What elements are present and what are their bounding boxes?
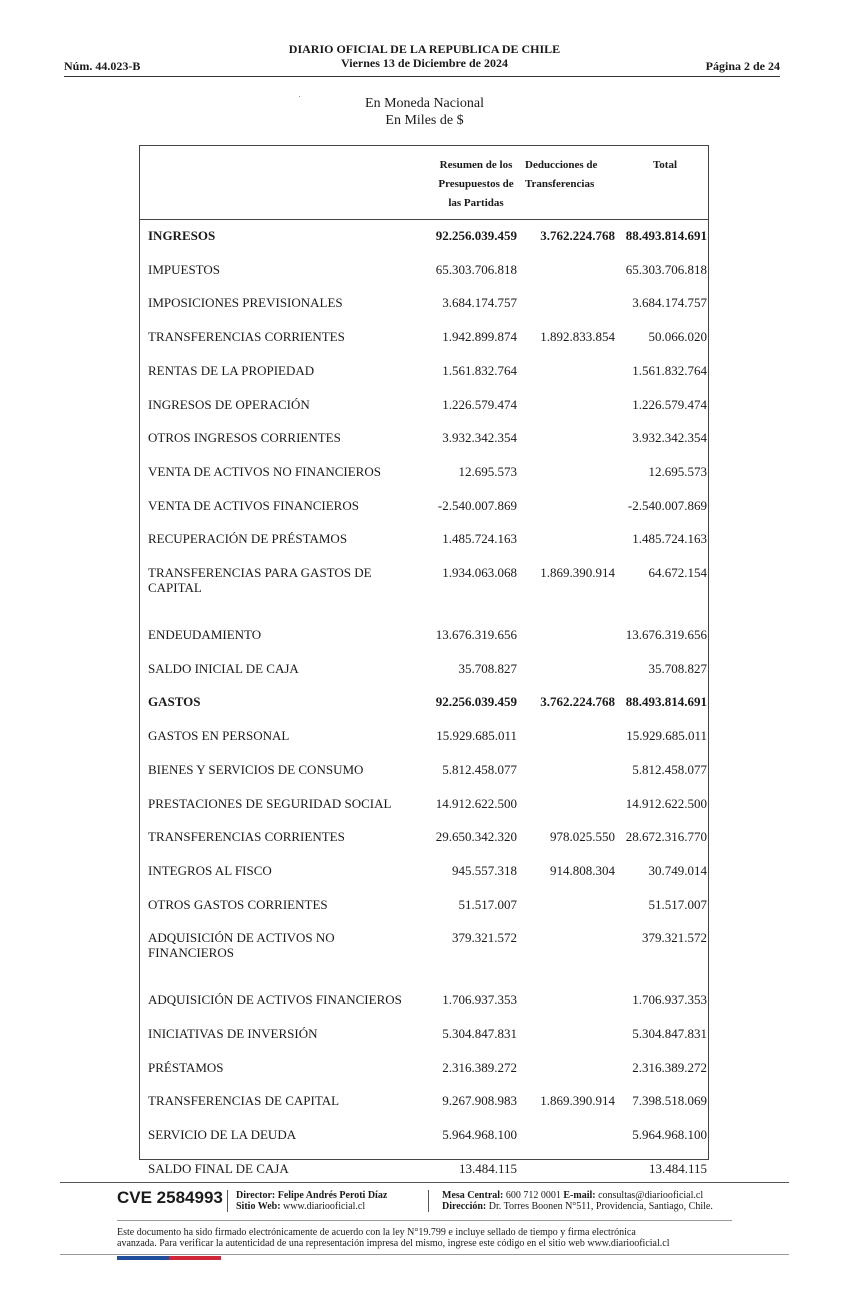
resumen-value: 14.912.622.500 (435, 796, 517, 811)
resumen-value: 1.226.579.474 (442, 397, 517, 412)
resumen-value: -2.540.007.869 (437, 498, 517, 513)
resumen-value: 15.929.685.011 (436, 728, 517, 743)
row-label: GASTOS EN PERSONAL (148, 728, 290, 743)
deducciones-value: 1.892.833.854 (540, 329, 615, 344)
total-value: 50.066.020 (648, 329, 707, 344)
budget-table (139, 145, 709, 1176)
address-label: Dirección: (442, 1201, 487, 1212)
total-value: 3.932.342.354 (632, 430, 707, 445)
deducciones-value: 3.762.224.768 (540, 694, 615, 709)
footer-divider-top (60, 1182, 789, 1183)
footer-director-block (236, 1190, 387, 1212)
address-value: Dr. Torres Boonen N°511, Providencia, Santiago, Chile. (488, 1201, 713, 1212)
resumen-value: 2.316.389.272 (442, 1060, 517, 1075)
row-label: INTEGROS AL FISCO (148, 863, 272, 878)
total-value: 379.321.572 (642, 930, 707, 945)
row-label: VENTA DE ACTIVOS FINANCIEROS (148, 498, 359, 513)
column-header-line: las Partidas (448, 197, 504, 209)
total-value: 13.676.319.656 (625, 627, 707, 642)
row-label: VENTA DE ACTIVOS NO FINANCIEROS (148, 464, 381, 479)
masthead-date: Viernes 13 de Diciembre de 2024 (341, 56, 508, 70)
masthead-title: DIARIO OFICIAL DE LA REPUBLICA DE CHILE (288, 42, 561, 56)
resumen-value: 5.964.968.100 (442, 1127, 517, 1142)
total-value: 12.695.573 (648, 464, 707, 479)
resumen-value: 29.650.342.320 (435, 829, 517, 844)
resumen-value: 9.267.908.983 (442, 1093, 517, 1108)
column-header-total (630, 156, 700, 175)
total-value: 65.303.706.818 (625, 262, 707, 277)
row-label: RECUPERACIÓN DE PRÉSTAMOS (148, 531, 348, 546)
director-name: Felipe Andrés Peroti Díaz (277, 1190, 388, 1201)
deducciones-value: 3.762.224.768 (540, 228, 615, 243)
footer-divider-mid (117, 1220, 732, 1221)
row-label: PRÉSTAMOS (148, 1060, 224, 1075)
total-value: 3.684.174.757 (632, 295, 707, 310)
row-label: ADQUISICIÓN DE ACTIVOS FINANCIEROS (148, 992, 402, 1007)
resumen-value: 92.256.039.459 (435, 228, 517, 243)
total-value: 14.912.622.500 (625, 796, 707, 811)
total-value: 88.493.814.691 (625, 228, 707, 243)
row-label: SALDO INICIAL DE CAJA (148, 661, 299, 676)
total-value: 5.964.968.100 (632, 1127, 707, 1142)
row-label: TRANSFERENCIAS CORRIENTES (148, 829, 345, 844)
web-link[interactable]: www.diariooficial.cl (283, 1201, 366, 1212)
web-label: Sitio Web: (236, 1201, 281, 1212)
resumen-value: 3.932.342.354 (442, 430, 517, 445)
issue-number: Núm. 44.023-B (64, 59, 141, 73)
legal-line: avanzada. Para verificar la autenticidad de una representación impresa del mismo, ingrese este código en el sitio web www.diariooficial.cl (117, 1238, 670, 1249)
resumen-value: 1.485.724.163 (442, 531, 517, 546)
column-header-resumen (426, 156, 526, 213)
row-label: IMPUESTOS (148, 262, 221, 277)
total-value: -2.540.007.869 (627, 498, 707, 513)
mesa-phone: 600 712 0001 (505, 1190, 561, 1201)
total-value: 13.484.115 (648, 1161, 707, 1176)
total-value: 30.749.014 (648, 863, 707, 878)
resumen-value: 13.484.115 (458, 1161, 517, 1176)
row-label: TRANSFERENCIAS DE CAPITAL (148, 1093, 340, 1108)
total-value: 51.517.007 (648, 897, 707, 912)
row-label: OTROS INGRESOS CORRIENTES (148, 430, 341, 445)
row-label: BIENES Y SERVICIOS DE CONSUMO (148, 762, 364, 777)
resumen-value: 3.684.174.757 (442, 295, 517, 310)
total-value: 64.672.154 (648, 565, 707, 580)
mesa-label: Mesa Central: (442, 1190, 504, 1201)
row-label: SALDO FINAL DE CAJA (148, 1161, 289, 1176)
column-header-deducciones (525, 156, 625, 194)
resumen-value: 1.561.832.764 (442, 363, 517, 378)
row-label: ENDEUDAMIENTO (148, 627, 262, 642)
email-link[interactable]: consultas@diariooficial.cl (598, 1190, 704, 1201)
resumen-value: 1.934.063.068 (442, 565, 517, 580)
total-value: 1.226.579.474 (632, 397, 707, 412)
row-label: RENTAS DE LA PROPIEDAD (148, 363, 315, 378)
resumen-value: 35.708.827 (458, 661, 517, 676)
row-label: GASTOS (148, 694, 201, 709)
total-value: 7.398.518.069 (632, 1093, 707, 1108)
column-header-line: Total (652, 159, 678, 171)
legal-notice (117, 1227, 737, 1249)
footer-contact-block (442, 1190, 713, 1212)
deducciones-value: 914.808.304 (550, 863, 615, 878)
resumen-value: 1.942.899.874 (442, 329, 517, 344)
row-label: PRESTACIONES DE SEGURIDAD SOCIAL (148, 796, 392, 811)
deducciones-value: 1.869.390.914 (540, 565, 615, 580)
row-label: ADQUISICIÓN DE ACTIVOS NO FINANCIEROS (148, 930, 335, 960)
page-number: Página 2 de 24 (705, 59, 780, 73)
row-label: TRANSFERENCIAS PARA GASTOS DE CAPITAL (148, 565, 372, 595)
resumen-value: 5.304.847.831 (442, 1026, 517, 1041)
footer-separator (227, 1190, 228, 1212)
flag-bar-red (169, 1256, 221, 1260)
resumen-value: 12.695.573 (458, 464, 517, 479)
row-label: INICIATIVAS DE INVERSIÓN (148, 1026, 318, 1041)
total-value: 15.929.685.011 (626, 728, 707, 743)
resumen-value: 5.812.458.077 (442, 762, 517, 777)
resumen-value: 945.557.318 (452, 863, 517, 878)
footer-divider-bottom (60, 1254, 789, 1255)
total-value: 2.316.389.272 (632, 1060, 707, 1075)
resumen-value: 92.256.039.459 (435, 694, 517, 709)
director-label: Director: (236, 1190, 276, 1201)
column-header-line: Presupuestos de (438, 178, 514, 190)
total-value: 1.561.832.764 (632, 363, 707, 378)
header-divider (64, 76, 780, 77)
currency-line: En Moneda Nacional (365, 96, 484, 111)
resumen-value: 65.303.706.818 (435, 262, 517, 277)
column-header-line: Deducciones de (525, 159, 598, 171)
units-line: En Miles de $ (385, 113, 464, 128)
column-header-line: Resumen de los (439, 159, 513, 171)
header-row-divider (140, 219, 708, 220)
row-label: SERVICIO DE LA DEUDA (148, 1127, 297, 1142)
footer-separator (428, 1190, 429, 1212)
email-label: E-mail: (563, 1190, 596, 1201)
legal-line: Este documento ha sido firmado electrónicamente de acuerdo con la ley N°19.799 e incluye sellado de tiempo y firma electrónica (117, 1227, 636, 1238)
resumen-value: 51.517.007 (458, 897, 517, 912)
row-label: OTROS GASTOS CORRIENTES (148, 897, 328, 912)
total-value: 5.812.458.077 (632, 762, 707, 777)
row-label: INGRESOS DE OPERACIÓN (148, 397, 310, 412)
total-value: 35.708.827 (648, 661, 707, 676)
total-value: 5.304.847.831 (632, 1026, 707, 1041)
row-label: INGRESOS (148, 228, 216, 243)
column-header-line: Transferencias (525, 178, 595, 190)
cve-code: CVE 2584993 (117, 1188, 223, 1207)
flag-bar-blue (117, 1256, 169, 1260)
resumen-value: 13.676.319.656 (435, 627, 517, 642)
resumen-value: 379.321.572 (452, 930, 517, 945)
row-label: TRANSFERENCIAS CORRIENTES (148, 329, 345, 344)
total-value: 28.672.316.770 (625, 829, 707, 844)
table-subtitle (200, 95, 649, 129)
total-value: 1.485.724.163 (632, 531, 707, 546)
masthead (200, 42, 649, 70)
deducciones-value: 978.025.550 (550, 829, 615, 844)
total-value: 1.706.937.353 (632, 992, 707, 1007)
total-value: 88.493.814.691 (625, 694, 707, 709)
deducciones-value: 1.869.390.914 (540, 1093, 615, 1108)
row-label: IMPOSICIONES PREVISIONALES (148, 295, 343, 310)
resumen-value: 1.706.937.353 (442, 992, 517, 1007)
